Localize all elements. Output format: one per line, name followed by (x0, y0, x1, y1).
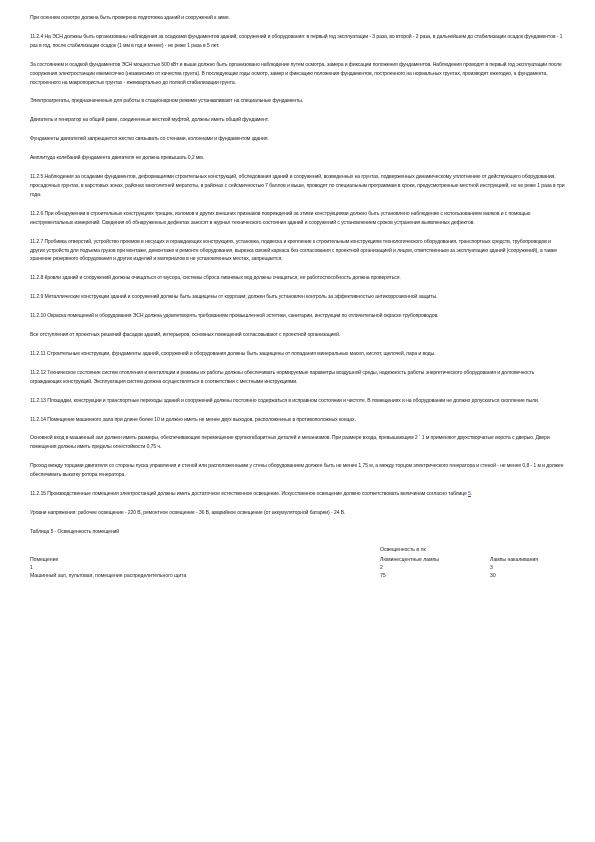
table-cell: 3 (490, 564, 493, 571)
illumination-table (30, 546, 565, 580)
table-cell: 1 (30, 564, 33, 571)
table-header-fluorescent: Люминесцентные лампы (380, 556, 439, 563)
paragraph: Двигатель и генератор на общей раме, соединенные жесткой муфтой, должны иметь общий фундамент. (30, 117, 269, 124)
paragraph: 11.2.8 Кровли зданий и сооружений должны очищаться от мусора, системы сброса ливневых вод должны очищаться, ее работоспособность должна проверяться. (30, 275, 401, 282)
table-5-link[interactable]: 5 (468, 491, 471, 498)
paragraph: Все отступления от проектных решений фасадов зданий, интерьеров, основных помещений согласовывают с проектной организацией. (30, 332, 341, 339)
paragraph: Основной вход в машинный зал должен иметь размеры, обеспечивающие перемещение крупногабаритных деталей и механизмов. При размере входа, превышающем 2 ´ 1 м применяют двухстворчатые ворота с дверью. Двери помещения должны иметь пределы огнестойкости 0,75 ч. (30, 435, 550, 451)
table-header-group: Освещенность в лк (380, 546, 426, 553)
paragraph: 11.2.12 Техническое состояние систем отопления и вентиляции и режимы их работы должны обеспечивать нормируемые параметры воздушной среды, надежность работы энергетического оборудования и долговечность ограждающих конструкций. Эксплуатация систем должна осуществляться в соответствии с местными инструкциями. (30, 369, 535, 385)
table-header-room: Помещение (30, 556, 59, 563)
table-cell: Машинный зал, пультовая, помещение распределительного щита (30, 572, 187, 579)
table-cell: 30 (490, 572, 496, 579)
paragraph-lighting-end: . (470, 491, 473, 498)
paragraph: Проход между торцами двигателя со стороны пуска управления и стеной или расположенными у стены оборудованием должен быть не менее 1,75 м, а между торцом электрического генератора и стеной - не менее 0,8 - 1 м и должен обеспечивать выкатку ротора генератора. (30, 463, 564, 479)
paragraph: 11.2.14 Помещение машинного зала при длине более 10 м должно иметь не менее двух выходов, расположенных в противоположных концах. (30, 416, 356, 423)
table-caption: Таблица 5 - Освещенность помещений (30, 528, 120, 535)
voltage-levels: Уровни напряжения: рабочее освещение - 220 В, ремонтное освещение - 36 В, аварийное освещение (от аккумуляторной батареи) - 24 В. (30, 510, 346, 516)
paragraph: 11.2.4 На ЭСН должны быть организованы наблюдения за осадками фундаментов зданий, сооружений и оборудования: в первый год эксплуатации - 3 раза, во второй - 2 раза, в дальнейшем до стабилизации осадок фундаментов - 1 раз в год, после стабилизации осадок (1 мм в год и менее) - не реже 1 раза в 5 лет. (30, 33, 563, 49)
table-cell: 75 (380, 572, 386, 579)
table-row (30, 572, 565, 580)
paragraph: Электроагрегаты, предназначенные для работы в стационарном режиме устанавливают на специальные фундаменты. (30, 98, 304, 105)
paragraph: 11.2.6 При обнаружении в строительных конструкциях трещин, изломов и других внешних признаков повреждений за этими конструкциями должно быть установлено наблюдение с использованием маяков и с помощью инструментальных измерений. Сведения об обнаруженных дефектах заносят в журнал технического состояния зданий и сооружений с установлением сроков устранения выявленных дефектов. (30, 210, 531, 226)
paragraph-lighting-text: 11.2.15 Производственные помещения электростанций должны иметь достаточное естественное освещение. Искусственное освещение должно соответствовать величинам согласно таблице (30, 491, 469, 498)
paragraph: При осеннем осмотре должна быть проверена подготовка зданий и сооружений к зиме. (30, 15, 230, 21)
paragraph: Амплитуда колебаний фундамента двигателя не должна превышать 0,2 мм. (30, 155, 204, 162)
table-header-incandescent: Лампы накаливания (490, 556, 539, 563)
paragraph-lighting (30, 490, 565, 499)
paragraph: 11.2.5 Наблюдения за осадками фундаментов, деформациями строительных конструкций, обследования зданий и сооружений, возведенных на грунтах, подверженных динамическому уплотнению от действующего оборудования, просадочных грунтах, в карстовых зонах, районах многолетней мерзлоты, в районах с сейсмичностью 7 баллов и выше, проводят по специальным программам в сроки, предусмотренные местной инструкцией, но не реже 1 раза в три года. (30, 174, 565, 198)
paragraph: 11.2.11 Строительные конструкции, фундаменты зданий, сооружений и оборудования должны быть защищены от попадания минеральных масел, кислот, щелочей, пара и воды. (30, 350, 436, 357)
table-row (30, 564, 565, 572)
paragraph: 11.2.9 Металлические конструкции зданий и сооружений должны быть защищены от коррозии; должен быть установлен контроль за эффективностью антикоррозионной защиты. (30, 294, 438, 301)
paragraph: 11.2.13 Площадки, конструкции и транспортные переходы зданий и сооружений должны постоянно содержаться в исправном состоянии и чистоте. В помещениях и на оборудовании не должно допускаться скопление пыли. (30, 397, 539, 404)
paragraph: 11.2.10 Окраска помещений и оборудования ЭСН должна удовлетворять требованиям промышленной эстетики, санитарии, инструкции по отличительной окраске трубопроводов. (30, 313, 439, 320)
table-header-row (30, 546, 565, 556)
paragraph: За состоянием и осадкой фундаментов ЭСН мощностью 500 кВт и выше должно быть организовано наблюдение путем осмотра, замера и фиксации положения фундаментов. Наблюдения проводят в первый год эксплуатации после сооружения электростанции ежемесячно (независимо от качества грунта). В последующие годы осмотр, замер и фиксацию положения фундаментов, построенного на нормальных грунтах, производят ежегодно, а фундамента, построенного на макропористых грунтах - ежеквартально до полной стабилизации грунта. (30, 61, 562, 86)
paragraph: Фундаменты двигателей запрещается жестко связывать со стенами, колоннами и фундаментом здания. (30, 136, 269, 143)
paragraph: 11.2.7 Пробивка отверстий, устройство проемов в несущих и ограждающих конструкциях, установка, подвеска и крепление к строительным конструкциям технологического оборудования, транспортных средств, трубопроводов и других устройств для подъема грузов при монтаже, демонтаже и ремонте оборудования, вырезка связей каркаса без согласования с проектной организацией и лицом, ответственным за эксплуатацию зданий (сооружений), а также хранение резервного оборудования и других изделий и материалов в не установленных местах, запрещается. (30, 238, 557, 263)
table-cell: 2 (380, 564, 383, 571)
